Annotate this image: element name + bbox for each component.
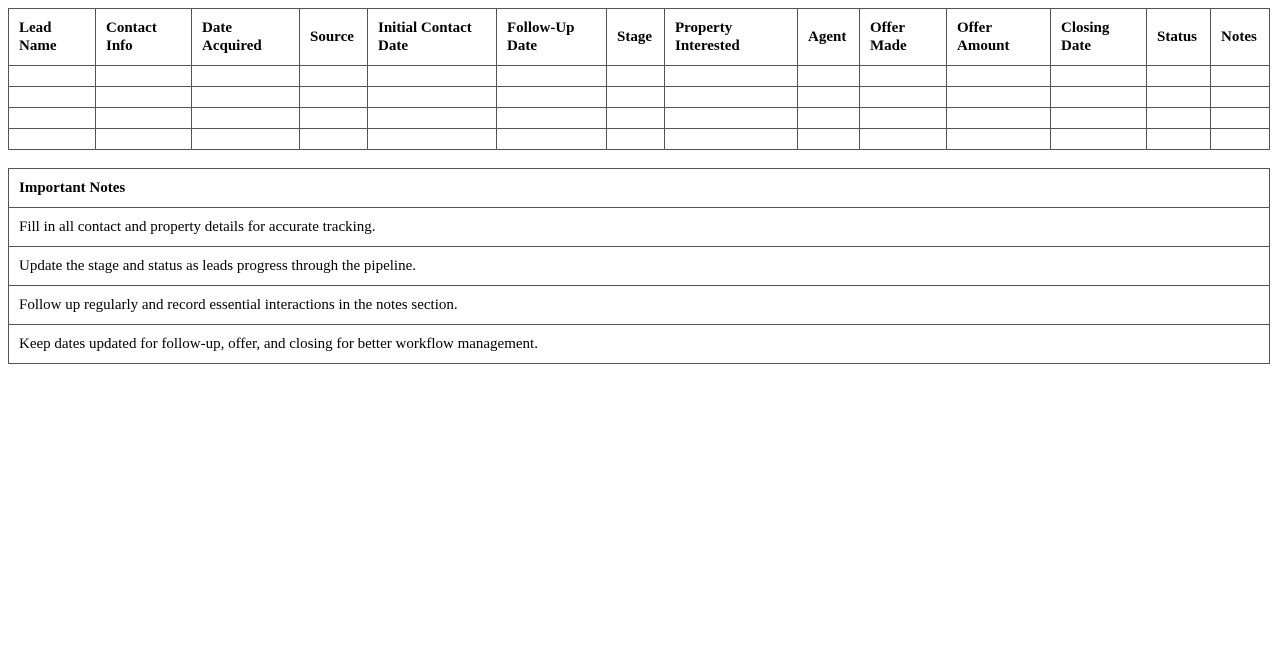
column-header-closing-date: Closing Date [1051, 9, 1147, 66]
table-cell[interactable] [665, 108, 798, 129]
table-cell[interactable] [1211, 87, 1270, 108]
column-header-property-interested: Property Interested [665, 9, 798, 66]
table-cell[interactable] [368, 129, 497, 150]
table-cell[interactable] [497, 108, 607, 129]
table-cell[interactable] [1147, 87, 1211, 108]
table-cell[interactable] [607, 129, 665, 150]
table-cell[interactable] [798, 66, 860, 87]
note-item: Fill in all contact and property details for accurate tracking. [9, 208, 1270, 247]
column-header-stage: Stage [607, 9, 665, 66]
column-header-status: Status [1147, 9, 1211, 66]
table-cell[interactable] [860, 129, 947, 150]
table-cell[interactable] [798, 87, 860, 108]
table-cell[interactable] [947, 129, 1051, 150]
table-cell[interactable] [497, 129, 607, 150]
table-cell[interactable] [9, 129, 96, 150]
table-cell[interactable] [947, 87, 1051, 108]
note-row [9, 247, 1270, 286]
table-row [9, 108, 1270, 129]
table-cell[interactable] [607, 87, 665, 108]
column-header-source: Source [300, 9, 368, 66]
table-cell[interactable] [1211, 66, 1270, 87]
table-cell[interactable] [860, 87, 947, 108]
table-cell[interactable] [368, 108, 497, 129]
table-cell[interactable] [497, 66, 607, 87]
note-item: Update the stage and status as leads progress through the pipeline. [9, 247, 1270, 286]
table-cell[interactable] [9, 66, 96, 87]
column-header-agent: Agent [798, 9, 860, 66]
table-row [9, 129, 1270, 150]
note-item: Keep dates updated for follow-up, offer, and closing for better workflow management. [9, 325, 1270, 364]
table-cell[interactable] [607, 108, 665, 129]
table-cell[interactable] [300, 129, 368, 150]
table-cell[interactable] [665, 66, 798, 87]
note-item: Follow up regularly and record essential interactions in the notes section. [9, 286, 1270, 325]
note-row [9, 208, 1270, 247]
note-row [9, 325, 1270, 364]
table-cell[interactable] [96, 66, 192, 87]
table-cell[interactable] [1211, 129, 1270, 150]
table-cell[interactable] [96, 129, 192, 150]
note-row [9, 286, 1270, 325]
table-cell[interactable] [96, 87, 192, 108]
table-cell[interactable] [1051, 108, 1147, 129]
table-cell[interactable] [192, 87, 300, 108]
column-header-initial-contact-date: Initial Contact Date [368, 9, 497, 66]
table-cell[interactable] [1051, 129, 1147, 150]
table-cell[interactable] [368, 87, 497, 108]
notes-header-row [9, 169, 1270, 208]
table-cell[interactable] [1147, 108, 1211, 129]
column-header-lead-name: Lead Name [9, 9, 96, 66]
table-cell[interactable] [1051, 87, 1147, 108]
table-cell[interactable] [96, 108, 192, 129]
column-header-notes: Notes [1211, 9, 1270, 66]
column-header-follow-up-date: Follow-Up Date [497, 9, 607, 66]
table-cell[interactable] [192, 129, 300, 150]
table-cell[interactable] [947, 66, 1051, 87]
table-cell[interactable] [1147, 129, 1211, 150]
table-cell[interactable] [300, 108, 368, 129]
table-row [9, 66, 1270, 87]
table-cell[interactable] [798, 129, 860, 150]
table-cell[interactable] [860, 108, 947, 129]
table-cell[interactable] [1211, 108, 1270, 129]
table-cell[interactable] [300, 66, 368, 87]
table-cell[interactable] [192, 66, 300, 87]
notes-title: Important Notes [9, 169, 1270, 208]
table-cell[interactable] [860, 66, 947, 87]
table-header-row [9, 9, 1270, 66]
table-row [9, 87, 1270, 108]
table-cell[interactable] [368, 66, 497, 87]
column-header-offer-made: Offer Made [860, 9, 947, 66]
table-cell[interactable] [665, 129, 798, 150]
table-cell[interactable] [192, 108, 300, 129]
table-cell[interactable] [9, 87, 96, 108]
lead-tracking-table [8, 8, 1270, 150]
table-cell[interactable] [607, 66, 665, 87]
table-cell[interactable] [1147, 66, 1211, 87]
column-header-date-acquired: Date Acquired [192, 9, 300, 66]
column-header-offer-amount: Offer Amount [947, 9, 1051, 66]
table-cell[interactable] [947, 108, 1051, 129]
important-notes-table [8, 168, 1270, 364]
table-cell[interactable] [798, 108, 860, 129]
table-cell[interactable] [497, 87, 607, 108]
column-header-contact-info: Contact Info [96, 9, 192, 66]
table-cell[interactable] [1051, 66, 1147, 87]
table-cell[interactable] [665, 87, 798, 108]
table-cell[interactable] [300, 87, 368, 108]
table-cell[interactable] [9, 108, 96, 129]
